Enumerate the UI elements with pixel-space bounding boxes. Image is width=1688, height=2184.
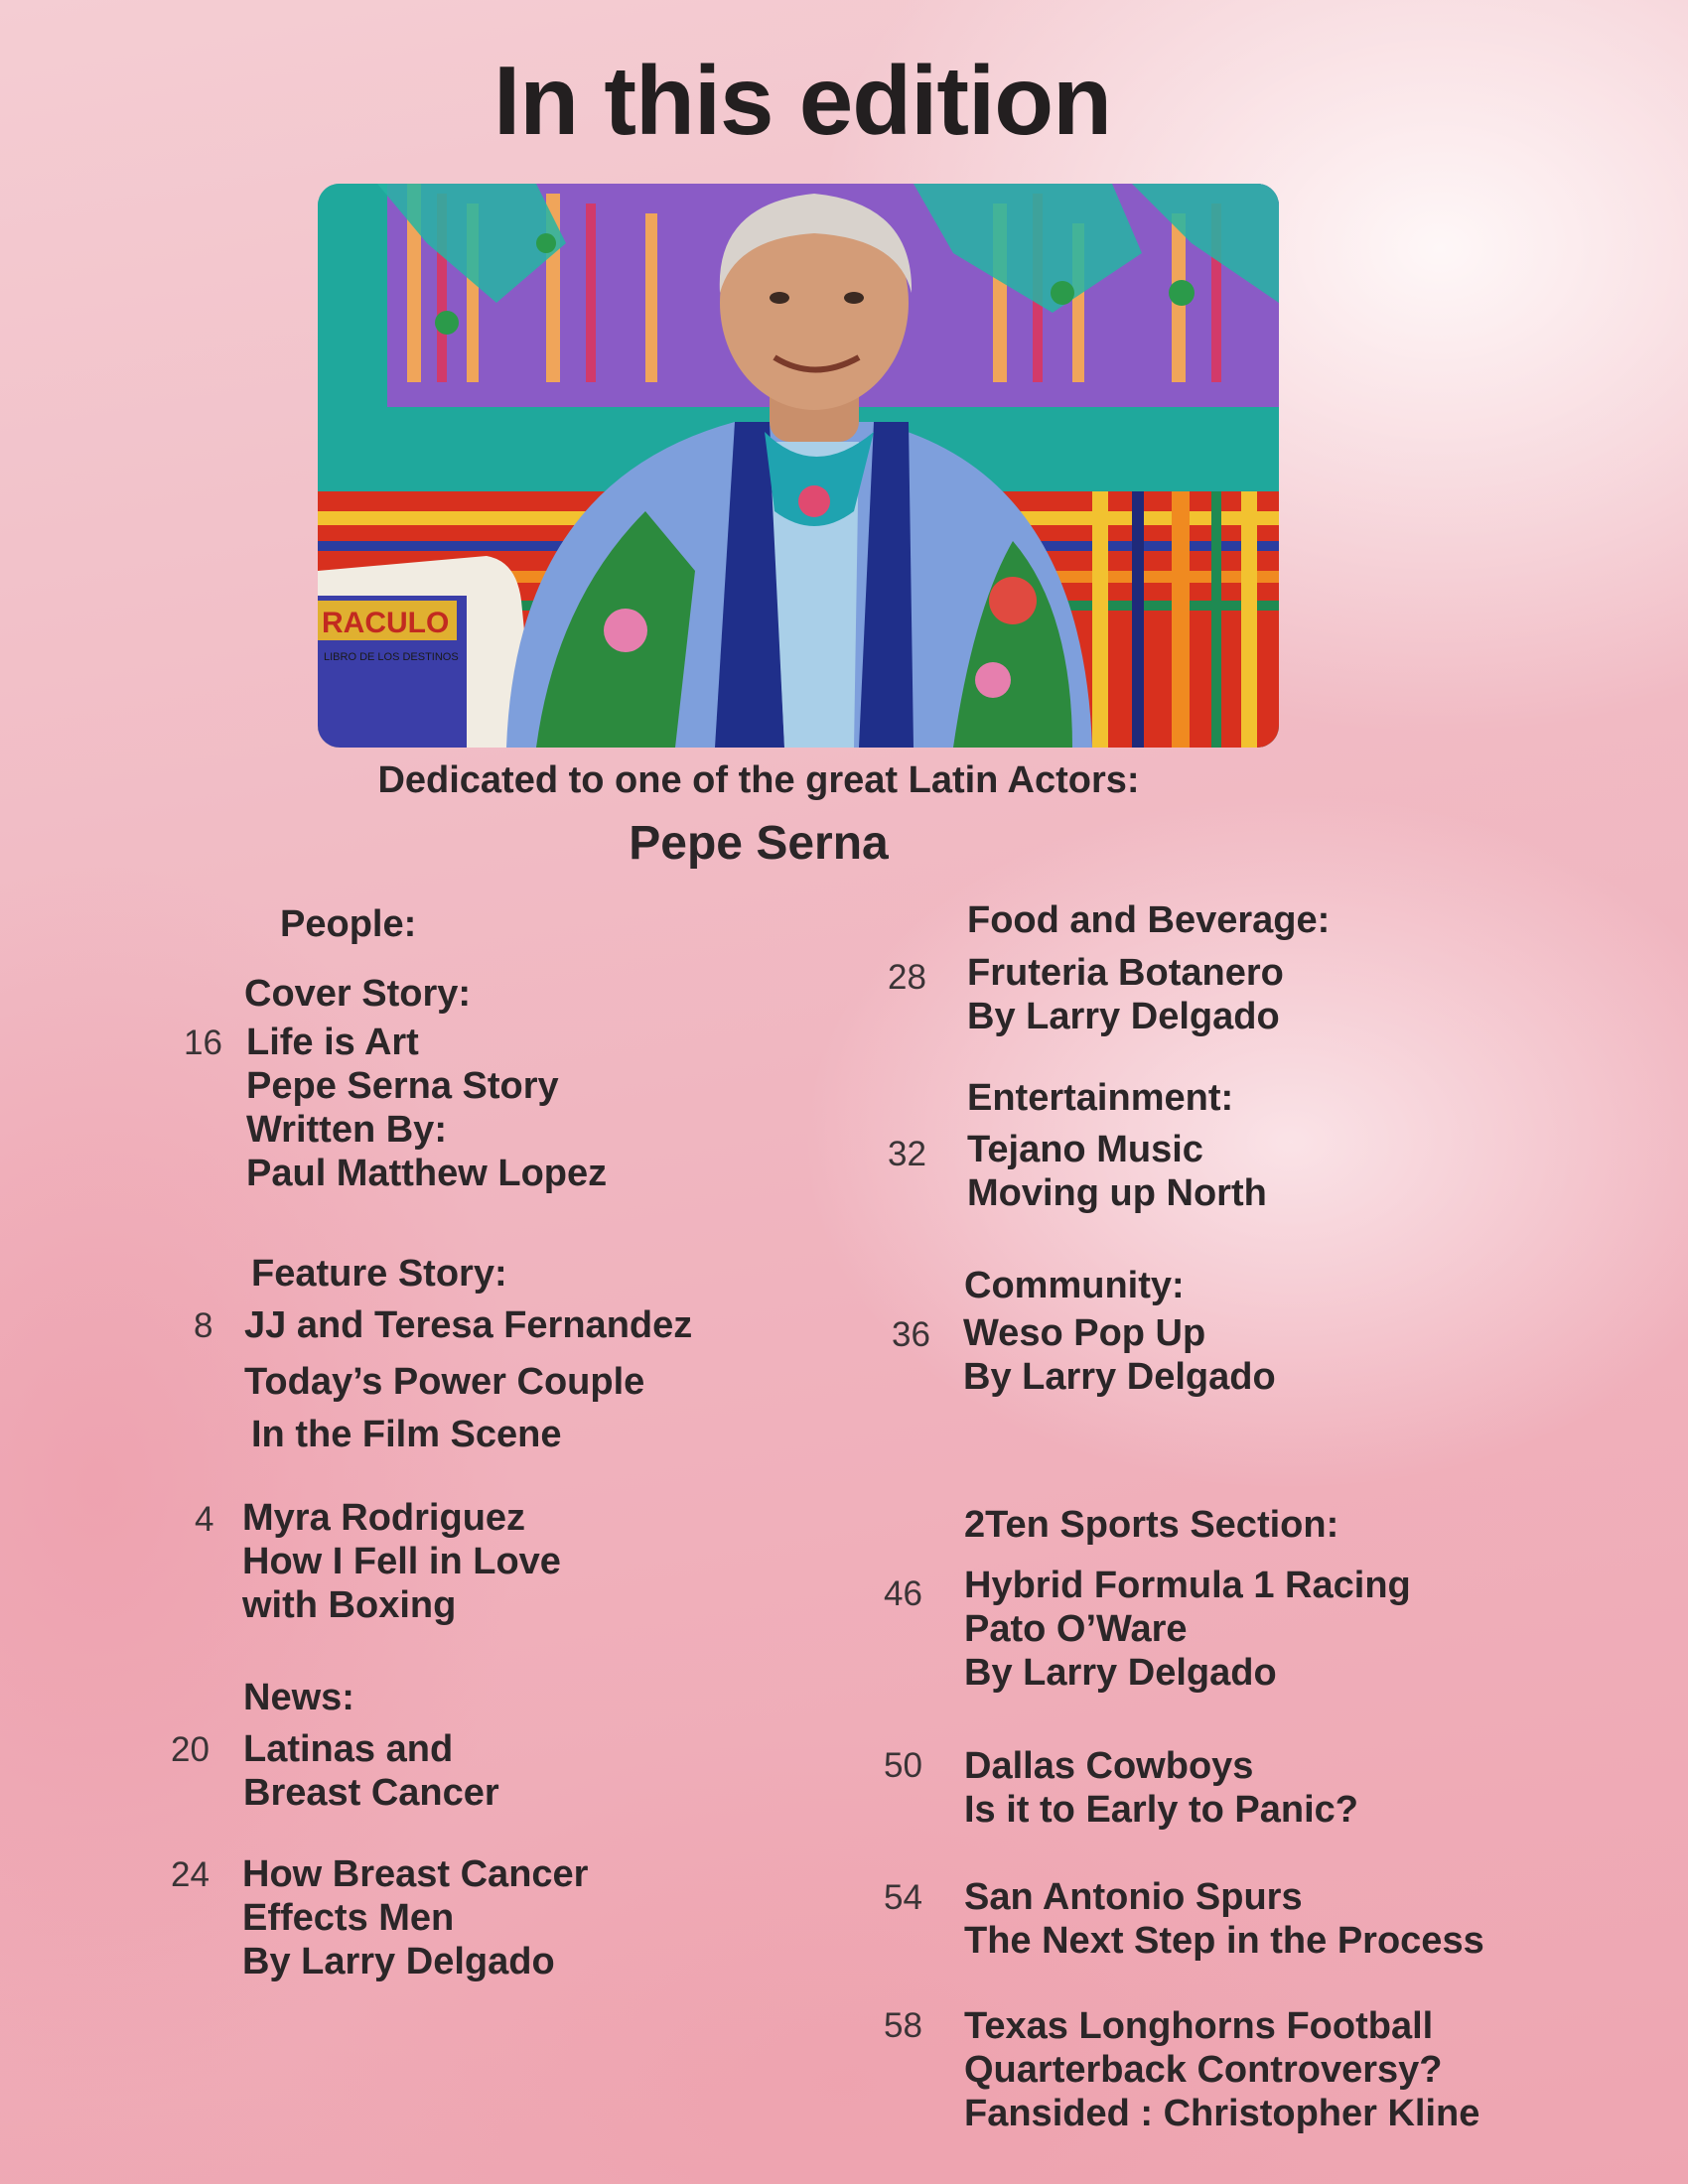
section-label-community: Community:: [964, 1265, 1185, 1306]
toc-entry-myra-rodriguez[interactable]: [242, 1496, 561, 1627]
section-label-entertainment: Entertainment:: [967, 1077, 1234, 1119]
entry-line: Texas Longhorns Football: [964, 2005, 1434, 2047]
entry-line: By Larry Delgado: [967, 996, 1280, 1037]
entry-line: Effects Men: [242, 1897, 455, 1939]
entry-line: Written By:: [246, 1109, 447, 1151]
page-number: 28: [888, 958, 926, 997]
cover-photo-illustration: [318, 184, 1279, 748]
entry-line: Fruteria Botanero: [967, 952, 1284, 994]
page-number: 16: [184, 1024, 222, 1062]
page-number: 20: [171, 1730, 210, 1769]
entry-line: JJ and Teresa Fernandez: [244, 1304, 693, 1346]
page-number: 50: [884, 1746, 922, 1785]
toc-entry-breast-cancer-men[interactable]: [242, 1852, 588, 1983]
entry-line: Fansided : Christopher Kline: [964, 2093, 1480, 2134]
section-label-news: News:: [243, 1677, 354, 1718]
section-label-cover-story: Cover Story:: [244, 973, 472, 1015]
entry-line: Myra Rodriguez: [242, 1497, 526, 1539]
entry-line: San Antonio Spurs: [964, 1876, 1303, 1918]
entry-line: Pato O’Ware: [964, 1608, 1188, 1650]
entry-line: Moving up North: [967, 1172, 1267, 1214]
entry-line: By Larry Delgado: [242, 1941, 555, 1982]
page-number: 54: [884, 1878, 922, 1917]
toc-entry-san-antonio-spurs[interactable]: [964, 1875, 1484, 1963]
page-number: 32: [888, 1135, 926, 1173]
pillow-title: RACULO: [322, 607, 450, 639]
entry-line: with Boxing: [242, 1584, 457, 1626]
toc-entry-texas-longhorns[interactable]: [964, 2004, 1479, 2135]
section-label-feature-story: Feature Story:: [251, 1253, 507, 1295]
section-label-people: People:: [280, 903, 417, 945]
entry-line: How I Fell in Love: [242, 1541, 561, 1582]
toc-entry-tejano-music[interactable]: [967, 1128, 1267, 1215]
entry-line: Life is Art: [246, 1022, 419, 1063]
toc-entry-cover-story[interactable]: [246, 1021, 607, 1195]
entry-line: How Breast Cancer: [242, 1853, 589, 1895]
toc-entry-weso-pop-up[interactable]: [963, 1311, 1276, 1399]
section-label-sports: 2Ten Sports Section:: [964, 1504, 1339, 1546]
toc-entry-feature-story[interactable]: [244, 1303, 692, 1456]
entry-line: Today’s Power Couple: [244, 1361, 645, 1403]
entry-line: Quarterback Controversy?: [964, 2049, 1443, 2091]
toc-entry-formula-1[interactable]: [964, 1564, 1411, 1695]
toc-entry-latinas-breast-cancer[interactable]: [243, 1727, 499, 1815]
page-number: 36: [892, 1315, 930, 1354]
honoree-name: Pepe Serna: [629, 817, 889, 870]
page-number: 58: [884, 2006, 922, 2045]
cover-photo: [318, 184, 1279, 748]
pillow-subtitle: LIBRO DE LOS DESTINOS: [324, 651, 459, 663]
page-title: In this edition: [493, 46, 1111, 155]
toc-entry-dallas-cowboys[interactable]: [964, 1744, 1358, 1832]
entry-line: By Larry Delgado: [964, 1652, 1277, 1694]
entry-line: Weso Pop Up: [963, 1312, 1206, 1354]
page-number: 4: [195, 1500, 214, 1539]
entry-line: By Larry Delgado: [963, 1356, 1276, 1398]
entry-line: Breast Cancer: [243, 1772, 499, 1814]
entry-line: Tejano Music: [967, 1129, 1203, 1170]
dedication-text: Dedicated to one of the great Latin Actors:: [377, 759, 1140, 801]
entry-line: The Next Step in the Process: [964, 1920, 1484, 1962]
page-number: 46: [884, 1574, 922, 1613]
page-number: 8: [194, 1306, 213, 1345]
entry-line: In the Film Scene: [251, 1414, 562, 1455]
entry-line: Dallas Cowboys: [964, 1745, 1254, 1787]
section-label-food-beverage: Food and Beverage:: [967, 899, 1331, 941]
page-number: 24: [171, 1855, 210, 1894]
toc-entry-fruteria-botanero[interactable]: [967, 951, 1284, 1038]
entry-line: Hybrid Formula 1 Racing: [964, 1565, 1411, 1606]
entry-line: Latinas and: [243, 1728, 454, 1770]
entry-line: Is it to Early to Panic?: [964, 1789, 1358, 1831]
entry-line: Paul Matthew Lopez: [246, 1153, 608, 1194]
entry-line: Pepe Serna Story: [246, 1065, 559, 1107]
